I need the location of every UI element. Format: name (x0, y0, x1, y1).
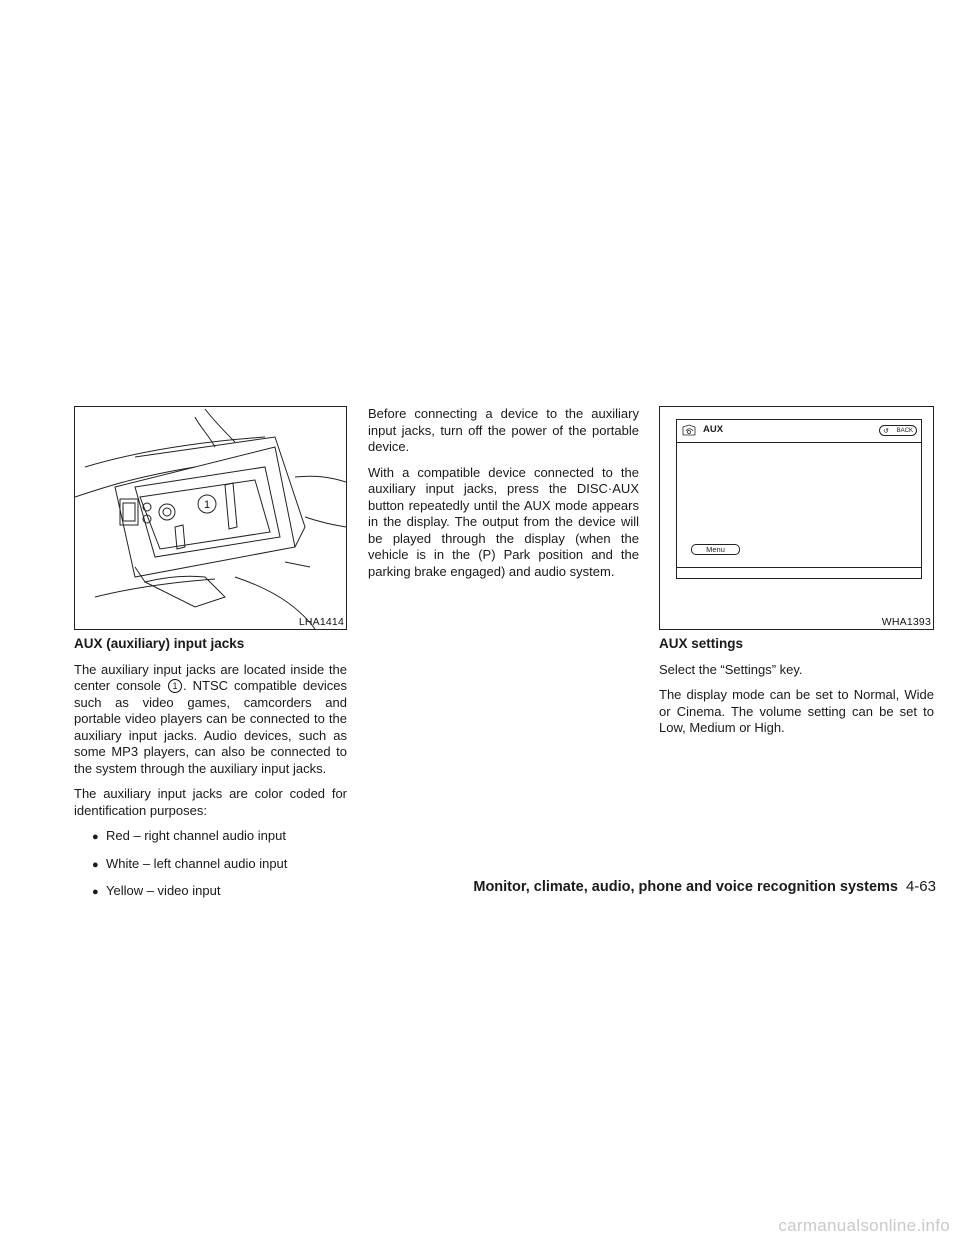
bullet-icon: ● (92, 858, 99, 871)
aux-jacks-paragraph-2: The auxiliary input jacks are color coded for identification purposes: (74, 786, 347, 818)
screen-footer (677, 567, 921, 568)
figure-label-right: WHA1393 (881, 616, 931, 628)
bullet-icon: ● (92, 831, 99, 843)
watermark: carmanualsonline.info (778, 1216, 950, 1235)
page-number: 4-63 (905, 878, 936, 895)
color-code-list (74, 828, 347, 900)
aux-jacks-paragraph-1b: . NTSC compatible devices such as video games, camcorders and portable video players can be connected to the auxiliary input jacks. Audio devices, such as some MP3 players, can also be connected to the system through the auxiliary input jacks. (74, 678, 347, 776)
aux-jacks-paragraph-1 (74, 662, 347, 778)
console-illustration (74, 406, 347, 630)
aux-settings-paragraph-1: Select the “Settings” key. (659, 661, 803, 677)
middle-column (368, 406, 639, 589)
middle-paragraph-2: With a compatible device connected to the auxiliary input jacks, press the DISC·AUX button repeatedly until the AUX mode appears in the display. The output from the device will be played through the display (when the vehicle is in the (P) Park position and the parking brake engaged) and audio system. (368, 464, 639, 579)
screen-title: AUX (703, 424, 724, 435)
back-button[interactable] (879, 425, 917, 436)
aux-input-icon (681, 423, 699, 437)
back-arrow-icon: ↺ (883, 428, 889, 435)
aux-jacks-heading: AUX (auxiliary) input jacks (74, 636, 245, 651)
list-item: ● Red – right channel audio input (92, 828, 347, 845)
menu-button[interactable]: Menu (691, 544, 740, 555)
middle-paragraph-1: Before connecting a device to the auxiliary input jacks, turn off the power of the portable device. (368, 406, 639, 454)
list-item: ● Yellow – video input (92, 883, 347, 900)
right-column (659, 636, 934, 746)
aux-settings-paragraph-2: The display mode can be set to Normal, Wide or Cinema. The volume setting can be set to Low, Medium or High. (659, 687, 934, 735)
aux-screen-figure (659, 406, 934, 630)
left-column (74, 636, 347, 911)
page-footer (440, 878, 936, 895)
screen-header (677, 420, 921, 443)
center-console-drawing (75, 407, 346, 629)
aux-settings-heading: AUX settings (659, 636, 744, 651)
aux-screen (676, 419, 922, 579)
back-button-label: BACK (896, 428, 913, 434)
bullet-icon: ● (92, 886, 99, 898)
section-title: Monitor, climate, audio, phone and voice recognition systems (473, 879, 898, 895)
figure-label-left: LHA1414 (298, 616, 344, 628)
list-item: ● White – left channel audio input (92, 856, 347, 873)
callout-1: 1 (204, 499, 211, 511)
callout-1-inline: 1 (168, 679, 182, 693)
aux-jacks-paragraph-1a: The auxiliary input jacks are located inside the center console (74, 661, 347, 693)
